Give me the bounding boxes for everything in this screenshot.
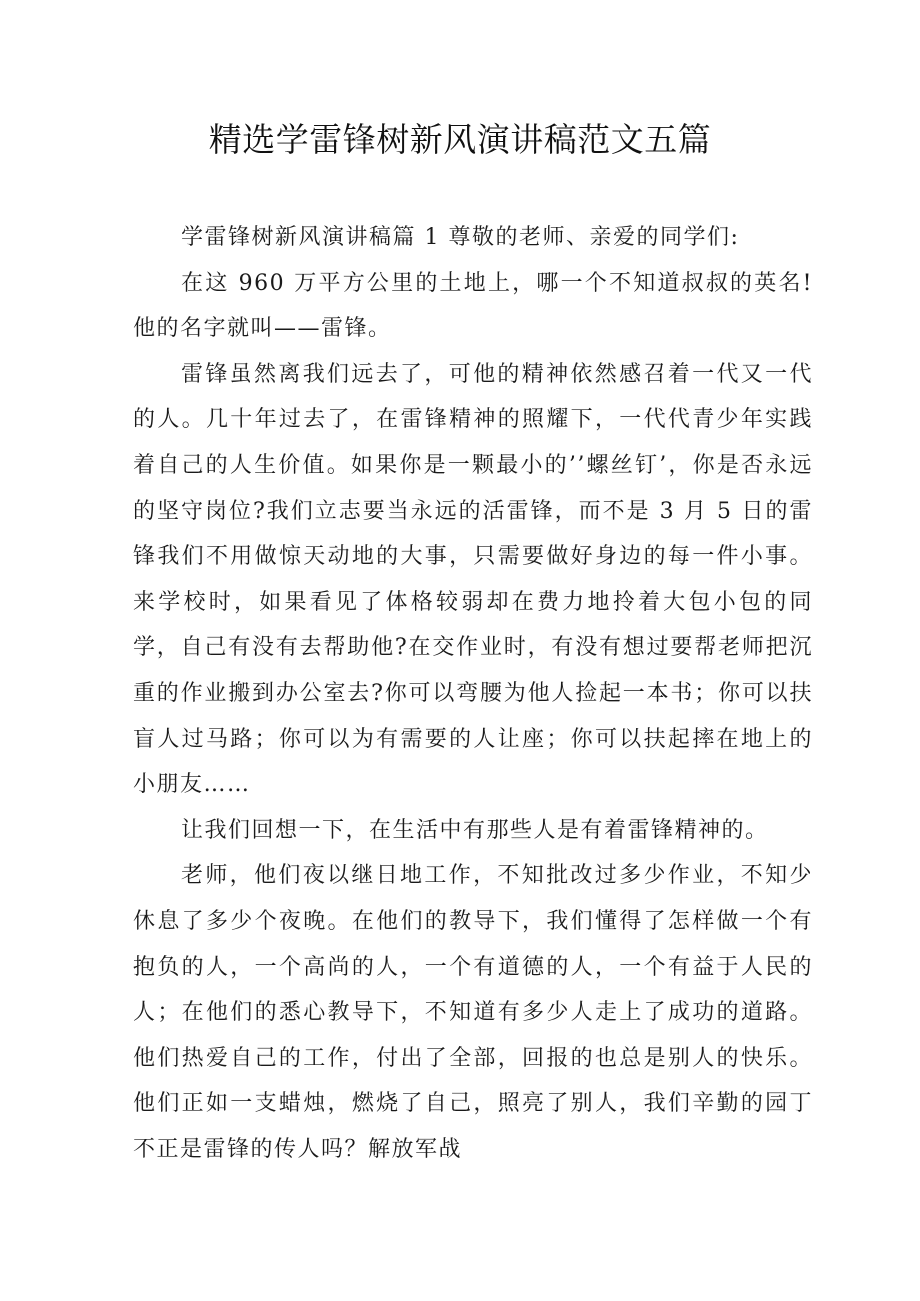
paragraph-reflect: 让我们回想一下，在生活中有那些人是有着雷锋精神的。 — [181, 817, 769, 843]
document-body — [133, 215, 813, 1172]
paragraph-intro: 在这 960 万平方公里的土地上，哪一个不知道叔叔的英名!他的名字就叫——雷锋。 — [133, 270, 813, 342]
paragraph-teachers: 老师，他们夜以继日地工作，不知批改过多少作业，不知少休息了多少个夜晚。在他们的教导下，我们懂得了怎样做一个有抱负的人，一个高尚的人，一个有道德的人，一个有益于人民的人；在他们的悉心教导下，不知道有多少人走上了成功的道路。他们热爱自己的工作，付出了全部，回报的也总是别人的快乐。他们正如一支蜡烛，燃烧了自己，照亮了别人，我们辛勤的园丁不正是雷锋的传人吗？解放军战 — [133, 863, 813, 1162]
paragraph-spirit: 雷锋虽然离我们远去了，可他的精神依然感召着一代又一代的人。几十年过去了，在雷锋精神的照耀下，一代代青少年实践着自己的人生价值。如果你是一颗最小的’’螺丝钉’，你是否永远的坚守岗位?我们立志要当永远的活雷锋，而不是 3 月 5 日的雷锋我们不用做惊天动地的大事，只需要做好身边的每一件小事。来学校时，如果看见了体格较弱却在费力地拎着大包小包的同学，自己有没有去帮助他?在交作业时，有没有想过要帮老师把沉重的作业搬到办公室去?你可以弯腰为他人捡起一本书；你可以扶盲人过马路；你可以为有需要的人让座；你可以扶起摔在地上的小朋友…… — [133, 361, 813, 798]
document-title: 精选学雷锋树新风演讲稿范文五篇 — [208, 120, 712, 159]
paragraph-greeting: 学雷锋树新风演讲稿篇 1 尊敬的老师、亲爱的同学们: — [181, 225, 740, 250]
